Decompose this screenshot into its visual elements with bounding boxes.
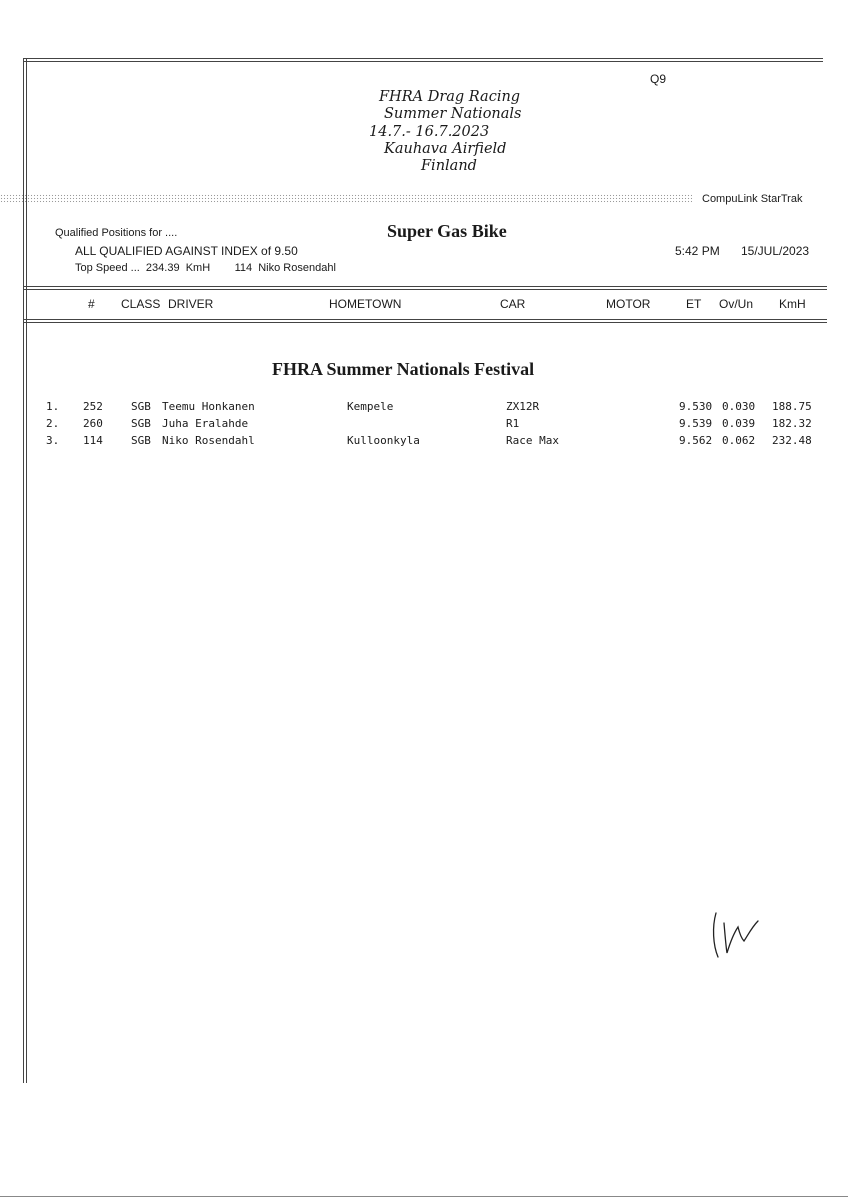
col-header-hometown: HOMETOWN — [329, 297, 402, 311]
header-top-line — [23, 286, 827, 287]
col-header-pos: # — [88, 297, 95, 311]
row-kmh: 232.48 — [772, 434, 812, 447]
row-et: 9.539 — [679, 417, 713, 430]
row-class: SGB — [131, 434, 151, 447]
col-header-class: CLASS — [121, 297, 161, 311]
header-bottom-line — [23, 319, 827, 320]
row-et: 9.530 — [679, 400, 713, 413]
row-car: R1 — [506, 417, 520, 430]
event-venue: Kauhava Airfield — [384, 141, 507, 157]
col-header-kmh: KmH — [779, 297, 806, 311]
header-bottom-line-inner — [23, 322, 827, 323]
class-title: Super Gas Bike — [387, 221, 507, 241]
index-text: ALL QUALIFIED AGAINST INDEX of 9.50 — [75, 244, 298, 258]
col-header-car: CAR — [500, 297, 526, 311]
row-hometown: Kempele — [347, 400, 394, 413]
row-rank: 2. — [46, 417, 60, 430]
header-top-line-inner — [23, 289, 827, 290]
row-class: SGB — [131, 400, 151, 413]
bottom-edge-line — [0, 1196, 848, 1197]
left-border-line-inner — [26, 58, 27, 1083]
system-label: CompuLink StarTrak — [702, 193, 803, 205]
row-ovun: 0.062 — [722, 434, 756, 447]
qualified-label: Qualified Positions for .... — [55, 227, 178, 239]
row-et: 9.562 — [679, 434, 713, 447]
col-header-motor: MOTOR — [606, 297, 651, 311]
row-class: SGB — [131, 417, 151, 430]
row-driver: Juha Eralahde — [162, 417, 249, 430]
row-ovun: 0.039 — [722, 417, 756, 430]
row-number: 260 — [83, 417, 103, 430]
section-title: FHRA Summer Nationals Festival — [272, 359, 535, 379]
row-car: Race Max — [506, 434, 559, 447]
row-ovun: 0.030 — [722, 400, 756, 413]
event-subtitle: Summer Nationals — [384, 106, 522, 122]
top-border-line — [23, 58, 823, 59]
report-time: 5:42 PM — [675, 244, 720, 258]
row-number: 252 — [83, 400, 103, 413]
row-kmh: 182.32 — [772, 417, 812, 430]
dotted-separator — [0, 194, 692, 203]
handwritten-signature — [700, 905, 770, 965]
top-border-line-inner — [23, 61, 823, 62]
sheet-code: Q9 — [650, 72, 667, 86]
row-kmh: 188.75 — [772, 400, 812, 413]
row-rank: 1. — [46, 400, 60, 413]
row-number: 114 — [83, 434, 103, 447]
report-date: 15/JUL/2023 — [741, 244, 810, 258]
event-dates: 14.7.- 16.7.2023 — [369, 124, 490, 140]
left-border-line — [23, 58, 24, 1083]
row-driver: Teemu Honkanen — [162, 400, 255, 413]
col-header-ovun: Ov/Un — [719, 297, 754, 311]
row-rank: 3. — [46, 434, 60, 447]
row-hometown: Kulloonkyla — [347, 434, 420, 447]
event-country: Finland — [421, 158, 477, 174]
event-title: FHRA Drag Racing — [379, 89, 521, 105]
col-header-et: ET — [686, 297, 702, 311]
row-car: ZX12R — [506, 400, 540, 413]
col-header-driver: DRIVER — [168, 297, 214, 311]
row-driver: Niko Rosendahl — [162, 434, 255, 447]
top-speed-text: Top Speed ... 234.39 KmH 114 Niko Rosendahl — [75, 262, 336, 274]
